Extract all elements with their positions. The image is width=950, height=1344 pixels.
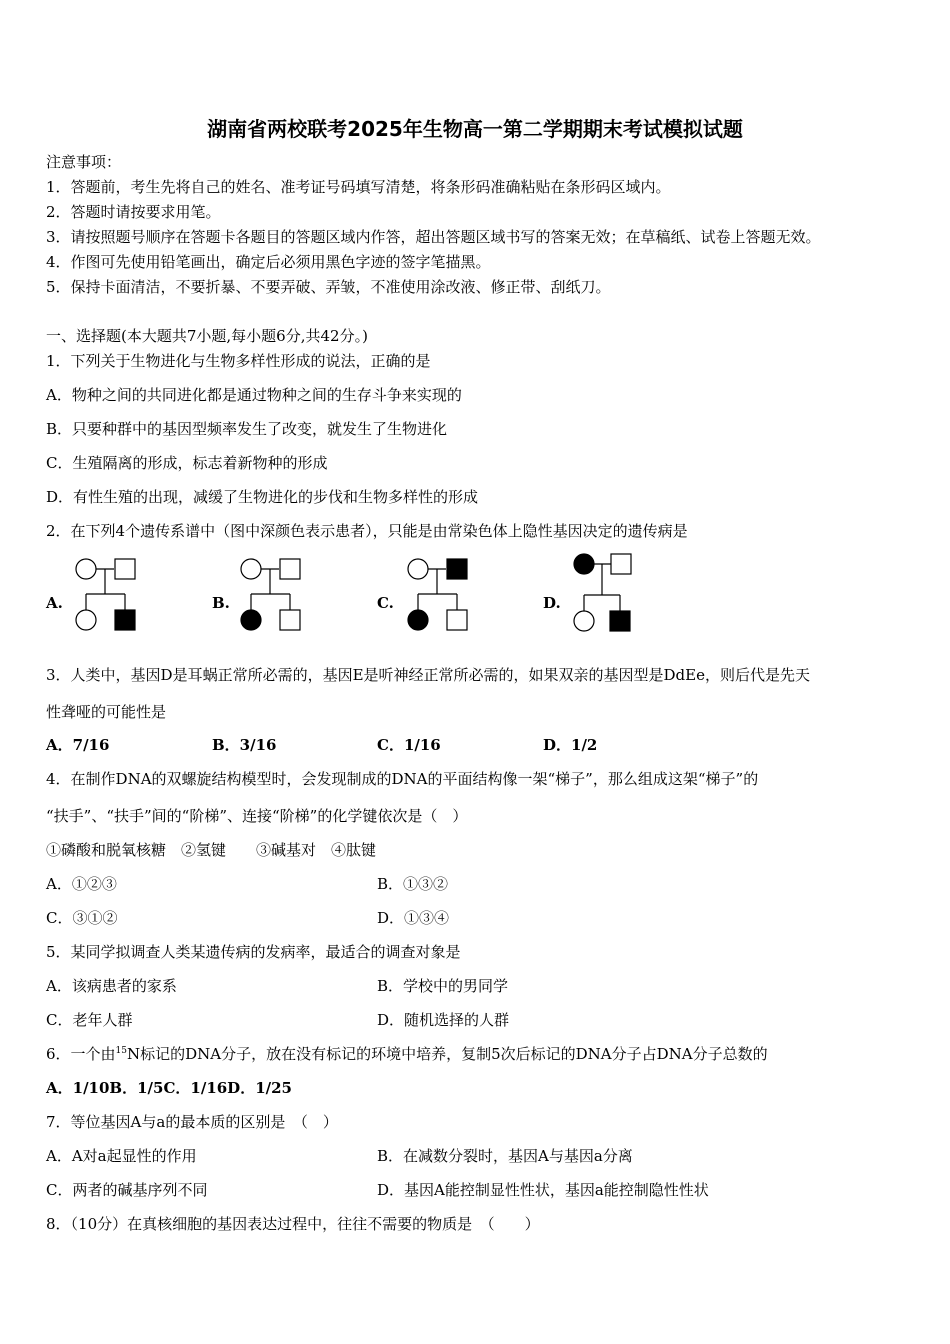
question-3-stem: 3．人类中，基因D是耳蜗正常所必需的，基因E是听神经正常所必需的，如果双亲的基因型是DdEe，则后代是先天 [46, 666, 810, 684]
pedigree-a-label: A. [46, 594, 63, 612]
section-heading: 一、选择题(本大题共7小题,每小题6分,共42分。) [46, 327, 368, 345]
pedigree-b [241, 556, 305, 636]
notice-item: 2．答题时请按要求用笔。 [46, 203, 221, 221]
parent-male-unaffected [115, 559, 135, 579]
question-4-option-d: D．①③④ [377, 909, 450, 927]
pedigree-a [76, 556, 140, 636]
child-male-unaffected [447, 610, 467, 630]
parent-female-unaffected [408, 559, 428, 579]
question-4-stem: 4．在制作DNA的双螺旋结构模型时，会发现制成的DNA的平面结构像一架“梯子”，那么组成这架“梯子”的 [46, 770, 759, 788]
question-5-option-d: D．随机选择的人群 [377, 1011, 510, 1029]
question-2-stem: 2．在下列4个遗传系谱中（图中深颜色表示患者），只能是由常染色体上隐性基因决定的遗传病是 [46, 522, 688, 540]
parent-male-affected [447, 559, 467, 579]
question-7-option-c: C．两者的碱基序列不同 [46, 1181, 208, 1199]
question-3-option-d: D．1/2 [543, 736, 598, 754]
question-7-stem: 7．等位基因A与a的最本质的区别是 （ ） [46, 1113, 338, 1131]
question-1-option-b: B．只要种群中的基因型频率发生了改变，就发生了生物进化 [46, 420, 448, 438]
question-6-stem-suffix: N标记的DNA分子，放在没有标记的环境中培养，复制5次后标记的DNA分子占DNA分子总数的 [127, 1045, 768, 1063]
notice-item: 4．作图可先使用铅笔画出，确定后必须用黑色字迹的签字笔描黑。 [46, 253, 491, 271]
notice-item: 5．保持卡面清洁，不要折暴、不要弄破、弄皱，不准使用涂改液、修正带、刮纸刀。 [46, 278, 611, 296]
notice-item: 1．答题前，考生先将自己的姓名、准考证号码填写清楚，将条形码准确粘贴在条形码区域内。 [46, 178, 671, 196]
pedigree-c [408, 556, 472, 636]
question-5-option-a: A．该病患者的家系 [46, 977, 177, 995]
question-6-stem [46, 1044, 768, 1064]
isotope-mass-number: 15 [115, 1046, 127, 1056]
child-female-unaffected [76, 610, 96, 630]
child-female-affected [241, 610, 261, 630]
child-male-affected [610, 611, 630, 631]
question-1-option-a: A．物种之间的共同进化都是通过物种之间的生存斗争来实现的 [46, 386, 462, 404]
question-8-stem: 8．（10分）在真核细胞的基因表达过程中，往往不需要的物质是 （ ） [46, 1215, 540, 1233]
parent-female-unaffected [241, 559, 261, 579]
child-male-affected [115, 610, 135, 630]
notice-heading: 注意事项： [46, 153, 122, 171]
question-3-stem-cont: 性聋哑的可能性是 [46, 703, 167, 721]
question-1-option-d: D．有性生殖的出现，减缓了生物进化的步伐和生物多样性的形成 [46, 488, 479, 506]
pedigree-c-label: C. [377, 594, 394, 612]
question-1-option-c: C．生殖隔离的形成，标志着新物种的形成 [46, 454, 328, 472]
question-6-stem-prefix: 6．一个由 [46, 1045, 116, 1063]
question-7-option-a: A．A对a起显性的作用 [46, 1147, 197, 1165]
pedigree-d-label: D. [543, 594, 561, 612]
question-5-stem: 5．某同学拟调查人类某遗传病的发病率，最适合的调查对象是 [46, 943, 461, 961]
question-4-stem-cont: “扶手”、“扶手”间的“阶梯”、连接“阶梯”的化学键依次是（ ） [46, 807, 468, 825]
question-3-option-b: B．3/16 [212, 736, 277, 754]
child-male-unaffected [280, 610, 300, 630]
question-5-option-b: B．学校中的男同学 [377, 977, 509, 995]
question-7-option-b: B．在减数分裂时，基因A与基因a分离 [377, 1147, 633, 1165]
question-3-option-a: A．7/16 [46, 736, 110, 754]
question-4-items: ①磷酸和脱氧核糖 ②氢键 ③碱基对 ④肽键 [46, 841, 377, 859]
question-4-option-c: C．③①② [46, 909, 118, 927]
question-6-options: A．1/10B．1/5C．1/16D．1/25 [46, 1079, 292, 1097]
child-female-affected [408, 610, 428, 630]
parent-female-unaffected [76, 559, 96, 579]
pedigree-d [574, 552, 638, 632]
question-3-option-c: C．1/16 [377, 736, 441, 754]
question-4-option-a: A．①②③ [46, 875, 117, 893]
parent-female-affected [574, 554, 594, 574]
question-7-option-d: D．基因A能控制显性性状，基因a能控制隐性性状 [377, 1181, 709, 1199]
child-female-unaffected [574, 611, 594, 631]
question-5-option-c: C．老年人群 [46, 1011, 133, 1029]
parent-male-unaffected [280, 559, 300, 579]
pedigree-b-label: B. [212, 594, 230, 612]
question-1-stem: 1．下列关于生物进化与生物多样性形成的说法，正确的是 [46, 352, 431, 370]
notice-item: 3．请按照题号顺序在答题卡各题目的答题区域内作答，超出答题区域书写的答案无效；在草稿纸、试卷上答题无效。 [46, 228, 821, 246]
question-4-option-b: B．①③② [377, 875, 449, 893]
parent-male-unaffected [611, 554, 631, 574]
page-title: 湖南省两校联考2025年生物高一第二学期期末考试模拟试题 [207, 117, 743, 141]
